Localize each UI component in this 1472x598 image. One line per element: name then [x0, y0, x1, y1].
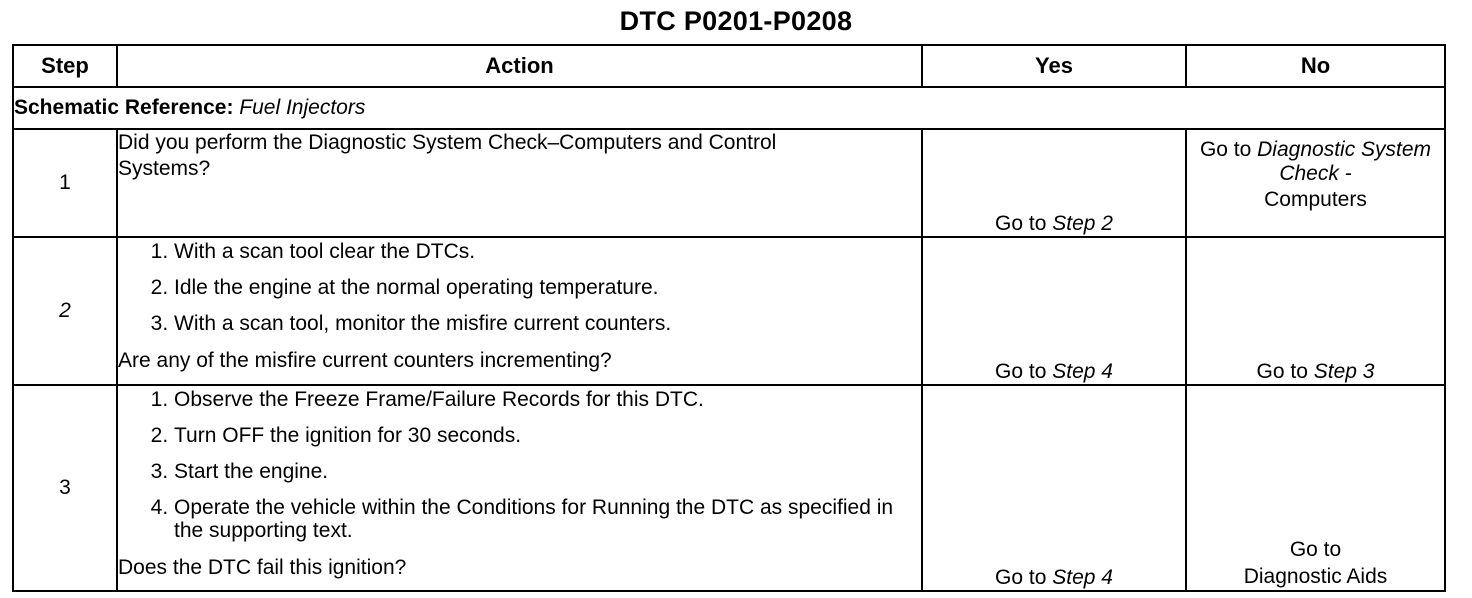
yes-prefix: Go to	[995, 360, 1053, 383]
action-steps	[118, 388, 921, 542]
schematic-reference	[13, 87, 1445, 129]
yes-step-link[interactable]: Step 2	[1052, 212, 1113, 235]
step-number: 2	[13, 237, 117, 385]
yes-step-link[interactable]: Step 4	[1052, 566, 1113, 589]
action-question: Does the DTC fail this ignition?	[118, 556, 407, 579]
action-step: 1. Observe the Freeze Frame/Failure Records for this DTC.	[174, 388, 921, 411]
no-prefix: Go to	[1289, 538, 1342, 561]
yes-cell	[922, 385, 1186, 591]
action-step: 1. With a scan tool clear the DTCs.	[174, 240, 921, 263]
action-step: 2. Turn OFF the ignition for 30 seconds.	[174, 424, 921, 447]
action-cell	[117, 385, 922, 591]
action-cell	[117, 129, 922, 237]
yes-cell	[922, 129, 1186, 237]
dtc-table	[12, 44, 1446, 592]
schematic-reference-link[interactable]: Fuel Injectors	[239, 96, 366, 119]
header-action: Action	[117, 45, 922, 87]
no-prefix: Go to	[1256, 360, 1314, 383]
header-step: Step	[13, 45, 117, 87]
action-step: 3. Start the engine.	[174, 460, 921, 483]
action-step: 3. With a scan tool, monitor the misfire current counters.	[174, 312, 921, 335]
yes-step-link[interactable]: Step 4	[1052, 360, 1113, 383]
step-number: 3	[13, 385, 117, 591]
yes-prefix: Go to	[995, 566, 1053, 589]
schematic-reference-label: Schematic Reference:	[14, 96, 234, 119]
step-number: 1	[13, 129, 117, 237]
no-cell	[1186, 129, 1445, 237]
page-title: DTC P0201-P0208	[619, 6, 853, 36]
action-step: 4. Operate the vehicle within the Conditions for Running the DTC as specified in the supporting text.	[174, 496, 921, 542]
table-row	[13, 129, 1445, 237]
action-cell	[117, 237, 922, 385]
action-question: Did you perform the Diagnostic System Check–Computers and Control Systems?	[118, 131, 777, 180]
yes-cell	[922, 237, 1186, 385]
no-step-link[interactable]: Step 3	[1313, 360, 1375, 383]
no-diagnostic-aids-link[interactable]: Diagnostic Aids	[1243, 565, 1388, 588]
header-yes: Yes	[922, 45, 1186, 87]
no-suffix: Computers	[1264, 188, 1367, 211]
yes-prefix: Go to	[995, 212, 1053, 235]
table-row	[13, 385, 1445, 591]
header-row	[13, 45, 1445, 87]
action-step: 2. Idle the engine at the normal operating temperature.	[174, 276, 921, 299]
action-question: Are any of the misfire current counters incrementing?	[118, 349, 612, 372]
schematic-reference-row	[13, 87, 1445, 129]
no-cell	[1186, 237, 1445, 385]
header-no: No	[1186, 45, 1445, 87]
table-row	[13, 237, 1445, 385]
action-steps	[118, 240, 921, 335]
no-diagnostic-system-check-link[interactable]: Diagnostic System Check -	[1257, 138, 1432, 185]
no-prefix: Go to	[1199, 138, 1258, 161]
no-cell	[1186, 385, 1445, 591]
